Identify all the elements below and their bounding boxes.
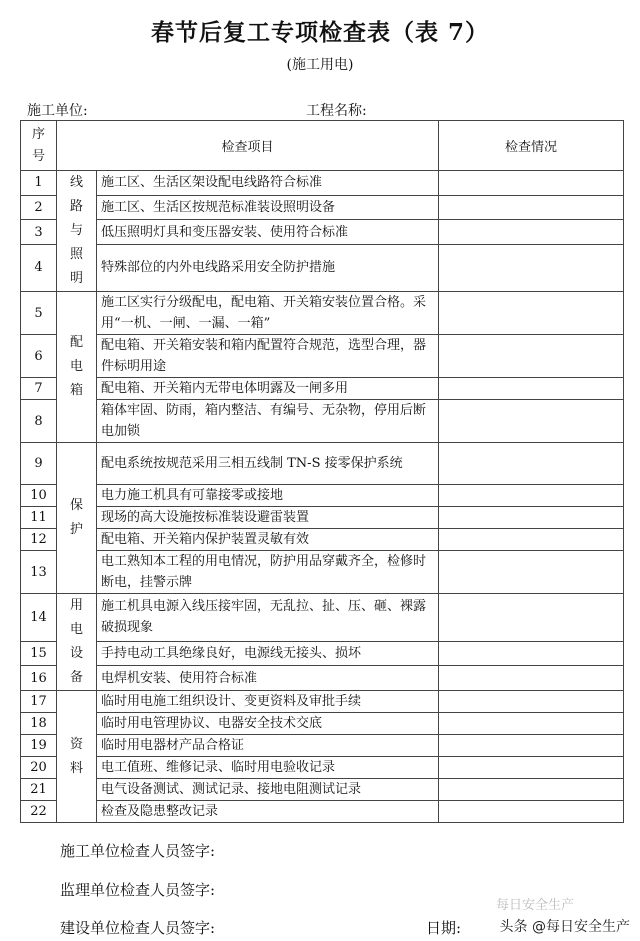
check-status-cell[interactable] (439, 220, 624, 245)
check-status-cell[interactable] (439, 529, 624, 551)
check-status-cell[interactable] (439, 691, 624, 713)
table-row (21, 195, 624, 220)
check-item-text: 临时用电施工组织设计、变更资料及审批手续 (97, 691, 439, 713)
table-row (21, 244, 624, 291)
check-status-cell[interactable] (439, 594, 624, 642)
date-label: 日期: (426, 919, 462, 937)
faint-watermark: 每日安全生产 (496, 898, 575, 913)
check-item-text: 电力施工机具有可靠接零或接地 (97, 485, 439, 507)
check-status-cell[interactable] (439, 443, 624, 485)
check-status-cell[interactable] (439, 335, 624, 378)
check-item-text: 施工区、生活区架设配电线路符合标准 (97, 171, 439, 196)
check-status-cell[interactable] (439, 779, 624, 801)
check-item-text: 临时用电管理协议、电器安全技术交底 (97, 713, 439, 735)
table-row (21, 485, 624, 507)
table-row (21, 801, 624, 823)
construction-unit-label: 施工单位: (27, 103, 88, 119)
page-subtitle: (施工用电) (286, 57, 354, 73)
table-row (21, 641, 624, 666)
row-number: 12 (21, 529, 57, 551)
construction-signature-label: 施工单位检查人员签字: (60, 842, 216, 860)
row-number: 7 (21, 378, 57, 400)
check-status-cell[interactable] (439, 400, 624, 443)
row-number: 16 (21, 666, 57, 691)
check-item-text: 施工机具电源入线压接牢固，无乱拉、扯、压、砸、裸露破损现象 (97, 594, 439, 642)
row-number: 14 (21, 594, 57, 642)
category-label: 资 料 (57, 691, 97, 823)
category-label: 线 路 与 照 明 (57, 171, 97, 292)
row-number: 17 (21, 691, 57, 713)
check-status-cell[interactable] (439, 195, 624, 220)
check-item-text: 手持电动工具绝缘良好，电源线无接头、损坏 (97, 641, 439, 666)
table-row (21, 735, 624, 757)
table-row (21, 220, 624, 245)
check-status-cell[interactable] (439, 666, 624, 691)
row-number: 4 (21, 244, 57, 291)
row-number: 18 (21, 713, 57, 735)
check-item-text: 电焊机安装、使用符合标准 (97, 666, 439, 691)
check-item-text: 电工熟知本工程的用电情况，防护用品穿戴齐全，检修时断电，挂警示牌 (97, 551, 439, 594)
check-status-cell[interactable] (439, 757, 624, 779)
check-status-cell[interactable] (439, 735, 624, 757)
check-item-text: 箱体牢固、防雨，箱内整洁、有编号、无杂物，停用后断电加锁 (97, 400, 439, 443)
check-item-text: 临时用电器材产品合格证 (97, 735, 439, 757)
check-item-text: 电气设备测试、测试记录、接地电阻测试记录 (97, 779, 439, 801)
header-item: 检查项目 (57, 121, 439, 171)
table-row (21, 335, 624, 378)
table-row (21, 443, 624, 485)
table-row (21, 171, 624, 196)
row-number: 6 (21, 335, 57, 378)
check-status-cell[interactable] (439, 641, 624, 666)
row-number: 22 (21, 801, 57, 823)
check-item-text: 配电箱、开关箱内无带电体明露及一闸多用 (97, 378, 439, 400)
table-row (21, 378, 624, 400)
category-label: 用 电 设 备 (57, 594, 97, 691)
row-number: 8 (21, 400, 57, 443)
project-name-label: 工程名称: (306, 103, 367, 119)
check-status-cell[interactable] (439, 551, 624, 594)
table-row (21, 292, 624, 335)
header-no: 序 号 (21, 121, 57, 171)
check-status-cell[interactable] (439, 801, 624, 823)
table-row (21, 691, 624, 713)
check-status-cell[interactable] (439, 507, 624, 529)
row-number: 5 (21, 292, 57, 335)
check-status-cell[interactable] (439, 485, 624, 507)
check-item-text: 低压照明灯具和变压器安装、使用符合标准 (97, 220, 439, 245)
row-number: 10 (21, 485, 57, 507)
table-row (21, 551, 624, 594)
row-number: 11 (21, 507, 57, 529)
row-number: 9 (21, 443, 57, 485)
check-item-text: 施工区、生活区按规范标准装设照明设备 (97, 195, 439, 220)
table-row (21, 666, 624, 691)
table-row (21, 400, 624, 443)
check-item-text: 配电箱、开关箱安装和箱内配置符合规范，选型合理，器件标明用途 (97, 335, 439, 378)
table-row (21, 507, 624, 529)
page-title: 春节后复工专项检查表（表 7） (150, 19, 489, 46)
check-item-text: 现场的高大设施按标准装设避雷装置 (97, 507, 439, 529)
check-status-cell[interactable] (439, 378, 624, 400)
row-number: 2 (21, 195, 57, 220)
check-status-cell[interactable] (439, 292, 624, 335)
supervision-signature-label: 监理单位检查人员签字: (60, 881, 216, 899)
row-number: 20 (21, 757, 57, 779)
row-number: 21 (21, 779, 57, 801)
table-row (21, 713, 624, 735)
table-row (21, 779, 624, 801)
row-number: 3 (21, 220, 57, 245)
inspection-table (20, 120, 624, 823)
check-status-cell[interactable] (439, 713, 624, 735)
check-status-cell[interactable] (439, 244, 624, 291)
check-item-text: 检查及隐患整改记录 (97, 801, 439, 823)
header-status: 检查情况 (439, 121, 624, 171)
source-watermark: 头条 @每日安全生产 (496, 914, 634, 938)
row-number: 15 (21, 641, 57, 666)
row-number: 19 (21, 735, 57, 757)
check-item-text: 电工值班、维修记录、临时用电验收记录 (97, 757, 439, 779)
check-item-text: 配电系统按规范采用三相五线制 TN-S 接零保护系统 (97, 443, 439, 485)
check-item-text: 配电箱、开关箱内保护装置灵敏有效 (97, 529, 439, 551)
owner-signature-label: 建设单位检查人员签字: (60, 919, 216, 937)
row-number: 1 (21, 171, 57, 196)
check-item-text: 施工区实行分级配电，配电箱、开关箱安装位置合格。采用“一机、一闸、一漏、一箱” (97, 292, 439, 335)
row-number: 13 (21, 551, 57, 594)
table-row (21, 529, 624, 551)
table-row (21, 594, 624, 642)
check-item-text: 特殊部位的内外电线路采用安全防护措施 (97, 244, 439, 291)
category-label: 保 护 (57, 443, 97, 594)
check-status-cell[interactable] (439, 171, 624, 196)
category-label: 配 电 箱 (57, 292, 97, 443)
table-row (21, 757, 624, 779)
